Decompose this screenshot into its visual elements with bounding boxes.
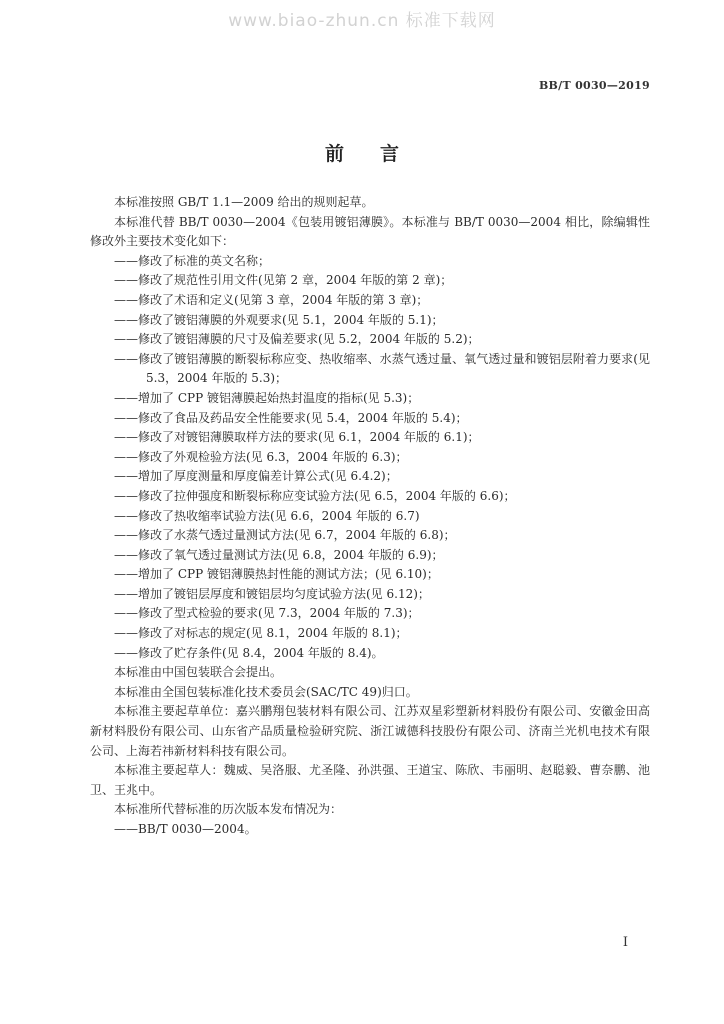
page-title: 前言 xyxy=(324,143,435,165)
change-list-item: ——修改了氧气透过量测试方法(见 6.8，2004 年版的 6.9)； xyxy=(114,547,444,562)
change-list-item: ——修改了对标志的规定(见 8.1，2004 年版的 8.1)； xyxy=(114,626,408,641)
document-body xyxy=(90,193,650,840)
change-list-item: ——修改了术语和定义(见第 3 章，2004 年版的第 3 章)； xyxy=(114,292,429,307)
change-list-item: ——修改了镀铝薄膜的断裂标称应变、热收缩率、水蒸气透过量、氧气透过量和镀铝层附着力要求(见 5.3，2004 年版的 5.3)； xyxy=(114,351,650,386)
change-list-item: ——修改了外观检验方法(见 6.3，2004 年版的 6.3)； xyxy=(114,449,408,464)
change-list-item: ——修改了食品及药品安全性能要求(见 5.4，2004 年版的 5.4)； xyxy=(114,410,468,425)
change-list-item: ——修改了热收缩率试验方法(见 6.6，2004 年版的 6.7) xyxy=(114,508,420,523)
page-number: I xyxy=(622,935,628,950)
paragraph: 本标准由中国包装联合会提出。 xyxy=(114,665,283,680)
change-list-item: ——BB/T 0030—2004。 xyxy=(114,822,257,836)
change-list-item: ——修改了型式检验的要求(见 7.3，2004 年版的 7.3)； xyxy=(114,606,420,621)
change-list-item: ——增加了 CPP 镀铝薄膜热封性能的测试方法；(见 6.10)； xyxy=(114,567,439,582)
standard-number: BB/T 0030—2019 xyxy=(538,79,650,92)
change-list-item: ——修改了对镀铝薄膜取样方法的要求(见 6.1，2004 年版的 6.1)； xyxy=(114,430,480,445)
change-list-item: ——修改了水蒸气透过量测试方法(见 6.7，2004 年版的 6.8)； xyxy=(114,528,456,543)
paragraph: 本标准由全国包装标准化技术委员会(SAC/TC 49)归口。 xyxy=(114,684,418,699)
change-list-item: ——修改了贮存条件(见 8.4，2004 年版的 8.4)。 xyxy=(114,645,384,660)
change-list-item: ——修改了拉伸强度和断裂标称应变试验方法(见 6.5，2004 年版的 6.6)； xyxy=(114,488,516,503)
paragraph: 本标准代替 BB/T 0030—2004《包装用镀铝薄膜》。本标准与 BB/T 0030—2004 相比，除编辑性修改外主要技术变化如下： xyxy=(90,214,650,249)
change-list-item: ——增加了 CPP 镀铝薄膜起始热封温度的指标(见 5.3)； xyxy=(114,390,420,405)
change-list-item: ——增加了镀铝层厚度和镀铝层均匀度试验方法(见 6.12)； xyxy=(114,586,430,601)
paragraph: 本标准主要起草人：魏威、吴洛服、尤圣隆、孙洪强、王道宝、陈欣、韦丽明、赵聪毅、曹奈鹏、池卫、王兆中。 xyxy=(90,763,650,797)
change-list-item: ——修改了镀铝薄膜的尺寸及偏差要求(见 5.2，2004 年版的 5.2)； xyxy=(114,332,480,347)
paragraph: 本标准主要起草单位：嘉兴鹏翔包装材料有限公司、江苏双星彩塑新材料股份有限公司、安徽金田高新材料股份有限公司、山东省产品质量检验研究院、浙江诚德科技股份有限公司、济南兰光机电技术有限公司、上海若祎新材料科技有限公司。 xyxy=(90,704,650,758)
paragraph: 本标准按照 GB/T 1.1—2009 给出的规则起草。 xyxy=(114,195,374,209)
change-list-item: ——修改了镀铝薄膜的外观要求(见 5.1，2004 年版的 5.1)； xyxy=(114,312,444,327)
change-list-item: ——修改了规范性引用文件(见第 2 章，2004 年版的第 2 章)； xyxy=(114,273,453,288)
paragraph: 本标准所代替标准的历次版本发布情况为： xyxy=(114,802,343,817)
change-list-item: ——修改了标准的英文名称； xyxy=(114,253,271,268)
change-list-item: ——增加了厚度测量和厚度偏差计算公式(见 6.4.2)； xyxy=(114,469,398,484)
watermark: www.biao-zhun.cn 标准下载网 xyxy=(228,11,496,31)
